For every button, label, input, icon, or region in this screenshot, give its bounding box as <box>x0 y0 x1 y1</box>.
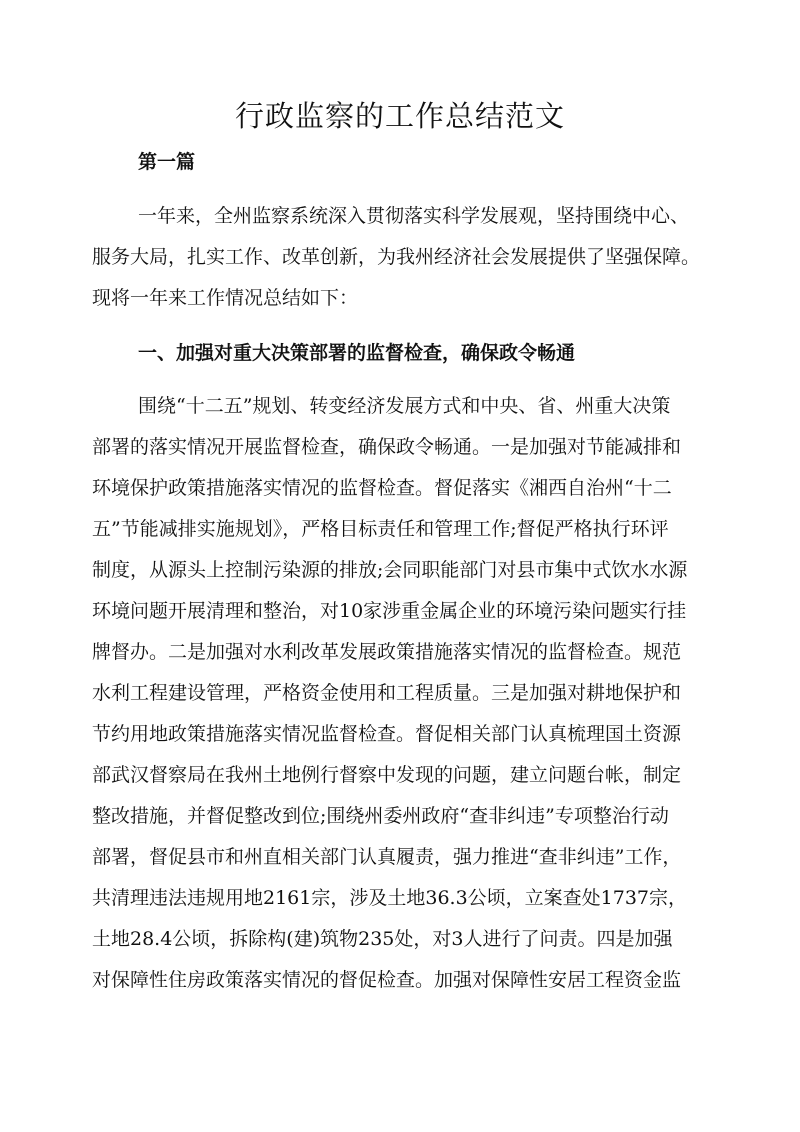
body-line: 制度，从源头上控制污染源的排放;会同职能部门对县市集中式饮水水源 <box>92 559 688 581</box>
body-line: 部武汉督察局在我州土地例行督察中发现的问题，建立问题台帐，制定 <box>92 764 682 786</box>
body-line: 部署，督促县市和州直相关部门认真履责，强力推进“查非纠违”工作， <box>92 846 682 868</box>
body-line: 土地28.4公顷，拆除构(建)筑物235处，对3人进行了问责。四是加强 <box>92 928 673 950</box>
body-line: 对保障性住房政策落实情况的督促检查。加强对保障性安居工程资金监 <box>92 969 682 991</box>
body-line: 围绕“十二五”规划、转变经济发展方式和中央、省、州重大决策 <box>138 395 671 417</box>
body-line: 整改措施，并督促整改到位;围绕州委州政府“查非纠违”专项整治行动 <box>92 805 669 827</box>
intro-line: 一年来，全州监察系统深入贯彻落实科学发展观，坚持围绕中心、 <box>138 205 690 227</box>
body-line: 部署的落实情况开展监督检查，确保政令畅通。一是加强对节能减排和 <box>92 436 682 458</box>
intro-line: 现将一年来工作情况总结如下： <box>92 287 359 309</box>
body-line: 五”节能减排实施规划》，严格目标责任和管理工作;督促严格执行环评 <box>92 518 669 540</box>
intro-line: 服务大局，扎实工作、改革创新，为我州经济社会发展提供了坚强保障。 <box>92 246 701 268</box>
body-line: 环境保护政策措施落实情况的监督检查。督促落实《湘西自治州“十二 <box>92 477 672 499</box>
body-line: 节约用地政策措施落实情况监督检查。督促相关部门认真梳理国土资源 <box>92 723 682 745</box>
section-heading: 一、加强对重大决策部署的监督检查，确保政令畅通 <box>138 342 576 364</box>
body-line: 共清理违法违规用地2161宗，涉及土地36.3公顷，立案查处1737宗， <box>92 887 688 909</box>
body-line: 水利工程建设管理，严格资金使用和工程质量。三是加强对耕地保护和 <box>92 682 682 704</box>
document-title: 行政监察的工作总结范文 <box>234 99 565 133</box>
body-line: 牌督办。二是加强对水利改革发展政策措施落实情况的监督检查。规范 <box>92 641 682 663</box>
body-line: 环境问题开展清理和整治，对10家涉重金属企业的环境污染问题实行挂 <box>92 600 687 622</box>
chapter-heading: 第一篇 <box>138 151 196 173</box>
